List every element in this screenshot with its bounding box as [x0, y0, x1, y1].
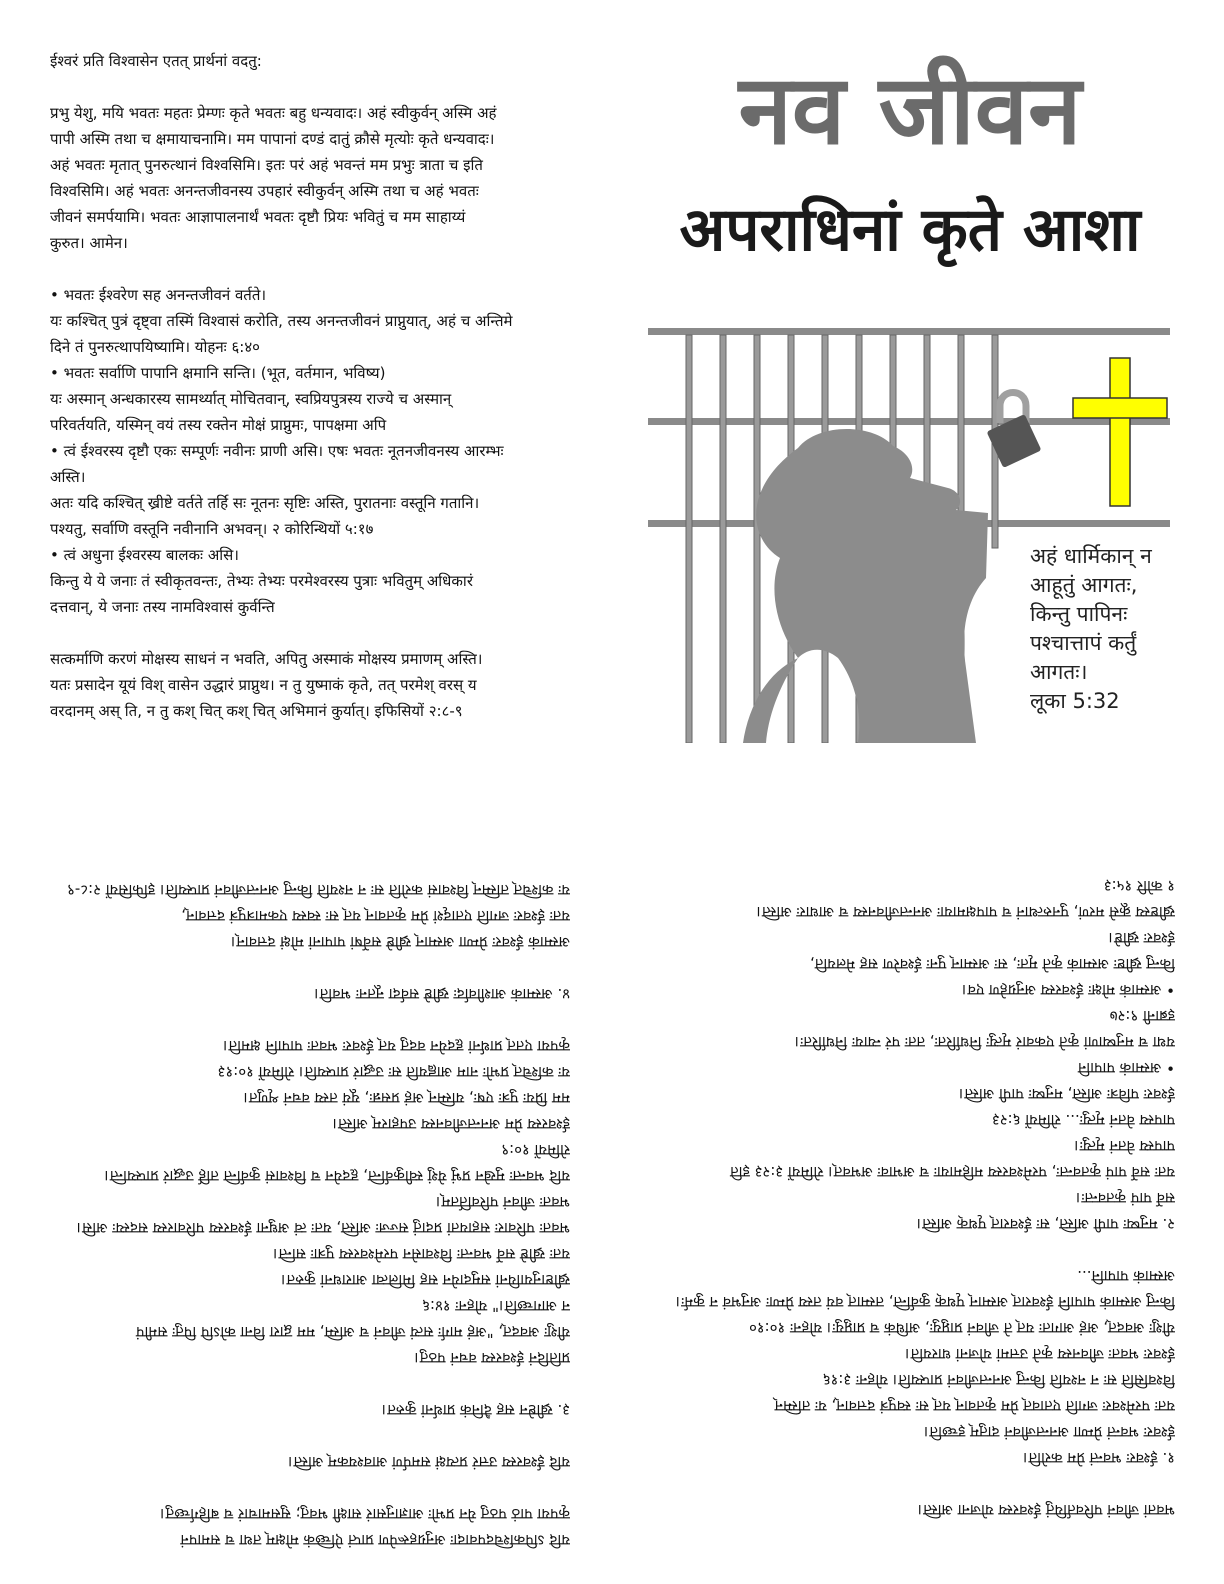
verse-line: पश्चात्तापं कर्तुं — [1030, 631, 1137, 655]
prayer-line: अहं भवतः मृतात् पुनरुत्थानं विश्वसिमि। इतः परं अहं भवन्तं मम प्रभुः त्राता च इति — [50, 156, 483, 174]
verse-line: आगतः। — [1030, 660, 1088, 684]
panel-line: इब्रानी ९:२७ — [1109, 1007, 1175, 1025]
cross-icon — [1073, 358, 1167, 506]
verse-line: किन्तु पापिनः — [1030, 602, 1128, 626]
prayer-column — [50, 48, 595, 724]
closing-line: यतः प्रसादेन यूयं विश् वासेन उद्धारं प्राप्नुथ। न तु युष्माकं कृते, तत् परमेश् वरस् य — [50, 676, 477, 694]
panel-line: ईश्वरः पवित्रः अस्ति, मनुष्यः पापी अस्ति। — [958, 1085, 1175, 1103]
panel-line: पापस्य वेतनं मृत्युः। — [1074, 1137, 1175, 1155]
panel-line: यः कश्चित् तस्मिन् विश्वासं करोति सः न नश्यति किन्तु अनन्तजीवनं प्राप्स्यति। इफिसियों २:८-९ — [67, 881, 570, 899]
panel-line: १ कोरि १५:३ — [1103, 877, 1175, 895]
closing-line: वरदानम् अस् ति, न तु कश् चित् कश् चित् अभिमानं कुर्यात्। इफिसियों २:८-९ — [50, 702, 463, 720]
panel-line: किन्तु ख्रीष्टः अस्माकं कृते मृतः, सः अस्मान् पुनः ईश्वरेण सह मेलयति, — [809, 955, 1175, 973]
prayer-point-line: यः अस्मान् अन्धकारस्य सामर्थ्यात् मोचितवान्, स्वप्रियपुत्रस्य राज्ये च अस्मान् — [50, 390, 452, 408]
prayer-points — [50, 282, 595, 620]
verse-line: अहं धार्मिकान् न — [1030, 544, 1152, 568]
prayer-closing — [50, 646, 595, 724]
panel-line: ईश्वरः भवतः जीवनस्य कृते उत्तमां योजनां धारयति। — [904, 1345, 1175, 1363]
panel-line: यीशुः अवदत्, अहं आगतः यत् ते जीवनं प्राप्नुयुः, अधिकं च प्राप्नुयुः। योहनः १०:१० — [749, 1319, 1175, 1337]
panel-line: २. मनुष्यः पापी अस्ति, सः ईश्वरात् पृथक् अस्ति। — [916, 1215, 1175, 1233]
jail-rail-top — [648, 328, 1170, 335]
panel-line: भवतः परिवारः सहायतां प्रदातुं सज्जः अस्ति, यतः त्वं अधुना ईश्वरस्य परिवारस्य सदस्यः असि। — [76, 1219, 570, 1237]
prayer-point-line: • त्वं ईश्वरस्य दृष्टौ एकः सम्पूर्णः नवीनः प्राणी असि। एषः भवतः नूतनजीवनस्य आरम्भः — [50, 442, 504, 460]
prayer-point-line: दिने तं पुनरुत्थापयिष्यामि। योहनः ६:४० — [50, 338, 260, 356]
panel-line: किन्तु अस्माकं पापानि ईश्वरात् अस्मान् पृथक् कुर्वन्ति, तस्मात् वयं तस्य प्रेम्णः अनुभवं न कुर्मः। — [675, 1293, 1175, 1311]
verse-reference: लूका 5:32 — [1030, 689, 1120, 713]
panel-line: कृपया पाठं पठतु येन प्रभोः आज्ञानुसारं साक्षी भवतु; सुसमाचारं च बहिर्गच्छतु। — [159, 1505, 570, 1523]
panel-line: यतः ईश्वरः जगति एतादृशं प्रेम कृतवान् यत् सः स्वस्य एकमात्रपुत्रं दत्तवान्, — [181, 907, 570, 925]
prayer-body — [50, 100, 595, 256]
panel-line: यथा च मनुष्याणां कृते एकवारं मृत्युः निर्धारितः, ततः परं न्यायः निर्धारितः। — [794, 1033, 1175, 1051]
prayer-point-line: पश्यतु, सर्वाणि वस्तूनि नवीनानि अभवन्। २ कोरिन्थियों ५:१७ — [50, 520, 374, 538]
prayer-point-line: • भवतः ईश्वरेण सह अनन्तजीवनं वर्तते। — [50, 286, 267, 304]
panel-line: ख्रीष्टस्य क्रूसे मरणं, पुनरुत्थानं च पापक्षमायाः अनन्तजीवनस्य च आधारः अस्ति। — [756, 903, 1175, 921]
panel-line: यतः परमेश्वरः जगति एतावत् प्रेम कृतवान् यत् सः स्वपुत्रं दत्तवान्, यः तस्मिन् — [774, 1397, 1175, 1415]
prayer-line: विश्वसिमि। अहं भवतः अनन्तजीवनस्य उपहारं स्वीकुर्वन् अस्मि तथा च अहं भवतः — [50, 182, 479, 200]
prayer-point-line: दत्तवान्, ये जनाः तस्य नामविश्वासं कुर्वन्ति — [50, 598, 275, 616]
panel-line: अस्माकं पापानि... — [1077, 1267, 1175, 1285]
panel-line: यदि भवन्तः मुखेन प्रभुं येशुं स्वीकुर्वन्ति, हृदयेन च विश्वासं कुर्वन्ति तर्हि उद्धारं प्राप्स्यन्ति। — [104, 1167, 570, 1185]
panel-line: प्रतिदिनं ईश्वरस्य वचनं पठतु। — [414, 1349, 570, 1367]
panel-line: • अस्माकं मोक्षः ईश्वरस्य अनुग्रहेण एव। — [961, 981, 1175, 999]
cover-verse — [1030, 542, 1180, 716]
prayer-line: कुरुत। आमेन। — [50, 234, 128, 252]
panel-line: यः कश्चित् प्रभोः नाम आह्वयति सः उद्धारं प्राप्स्यति। रोमियों १०:१३ — [217, 1063, 570, 1081]
prayer-point-line: अस्ति। — [50, 468, 86, 486]
panel-line: अस्माकं ईश्वरः प्रेम्णा अस्मान् ख्रीष्टे सर्वेषां पापानां मोक्षं दत्तवान्। — [230, 933, 570, 951]
prayer-line: जीवनं समर्पयामि। भवतः आज्ञापालनार्थं भवतः दृष्टौ प्रियः भवितुं च मम साहाय्यं — [50, 208, 466, 226]
panel-line: यदि ईश्वरस्य उत्तरं प्रत्यक्षं समर्पणं आवश्यकम् अस्ति। — [287, 1453, 570, 1471]
panel-line: ख्रीष्टानुयायिनां समुदायेन सह मिलित्वा आराधनां कुरुत। — [280, 1271, 570, 1289]
prayer-line: प्रभु येशु, मयि भवतः महतः प्रेम्णः कृते भवतः बहु धन्यवादः। अहं स्वीकुर्वन् अस्मि अहं — [50, 104, 497, 122]
panel-line: भवतः जीवनं परिवर्तितम्। — [435, 1193, 570, 1211]
panel-line: ईश्वरः भवन्तं प्रेम्णा अनन्तजीवनं दातुम् इच्छति। — [923, 1423, 1175, 1441]
panel-line: न आगच्छति।" योहनः १४:६ — [422, 1297, 570, 1315]
panel-line: ईश्वरः ख्रीष्टे। — [1108, 929, 1175, 947]
panel-line: विश्वसिति सः न नश्यति किन्तु अनन्तजीवनं प्राप्स्यति। योहनः ३:१६ — [822, 1371, 1175, 1389]
panel-line: यदि ऽपिकश्चिदपवादाः अनुग्रहरूपेण प्राप्तं ऐच्छिकं मोक्षम् तथा च समापनं — [180, 1531, 570, 1549]
prayer-point-line: अतः यदि कश्चित् ख्रीष्टे वर्तते तर्हि सः नूतनः सृष्टिः अस्ति, पुरातनाः वस्तूनि गतानि। — [50, 494, 480, 512]
panel-line: ३. ख्रीष्टेन सह दैनिकं प्रार्थनां कुरुत। — [381, 1401, 570, 1419]
panel-line: ईश्वरस्य प्रेम अनन्तजीवनस्य उपहारम् अस्ति। — [332, 1115, 570, 1133]
prayer-point-line: • त्वं अधुना ईश्वरस्य बालकः असि। — [50, 546, 239, 564]
verse-line: आहूतुं आगतः, — [1030, 573, 1138, 597]
panel-line: यतः सर्वे पापं कृतवन्तः, परमेश्वरस्य महिमायाः च अभावः अभवत्। रोमियों ३:२३ इति — [730, 1163, 1175, 1181]
cover-title: नव जीवन — [738, 54, 1082, 166]
prisoner-silhouette — [743, 429, 988, 743]
panel-line: यीशुः अवदत्, "अहं मार्गः सत्यं जीवनं च अस्मि, मम द्वारा विना कोऽपि पितुः समीपं — [135, 1323, 570, 1341]
prayer-point-line: किन्तु ये ये जनाः तं स्वीकृतवन्तः, तेभ्यः तेभ्यः परमेश्वरस्य पुत्राः भवितुम् अधिकारं — [50, 572, 473, 590]
left-panel-upside-down — [50, 818, 570, 1553]
panel-line: १. ईश्वरः भवन्तं प्रेम करोति। — [1022, 1449, 1175, 1467]
closing-line: सत्कर्माणि करणं मोक्षस्य साधनं न भवति, अपितु अस्माकं मोक्षस्य प्रमाणम् अस्ति। — [50, 650, 483, 668]
panel-line: पापस्य वेतनं मृत्युः... रोमियों ६:२३ — [991, 1111, 1175, 1129]
right-panel-upside-down — [655, 818, 1175, 1523]
panel-line: मम प्रियः पुत्रः एषः, यस्मिन् अहं प्रसन्नः, यूयं तस्य वचनं शृणुत। — [243, 1089, 570, 1107]
panel-line: रोमियों १०:९ — [501, 1141, 570, 1159]
prayer-intro: ईश्वरं प्रति विश्वासेन एतत् प्रार्थनां वदतु: — [50, 52, 262, 70]
prayer-point-line: यः कश्चित् पुत्रं दृष्ट्वा तस्मिं विश्वासं करोति, तस्य अनन्तजीवनं प्राप्नुयात्, अहं च अन्तिमे — [50, 312, 513, 330]
prayer-line: पापी अस्मि तथा च क्षमायाचनामि। मम पापानां दण्डं दातुं क्रौसे मृत्योः कृते धन्यवादः। — [50, 130, 495, 148]
panel-line: • अस्माकं पापानि — [1077, 1059, 1175, 1077]
panel-line: ४. अस्माकं आशीर्वादः ख्रीष्टे सर्वदा नूतनः भवति। — [314, 985, 570, 1003]
prayer-point-line: • भवतः सर्वाणि पापानि क्षमानि सन्ति। (भूत, वर्तमान, भविष्य) — [50, 364, 386, 382]
cover-subtitle: अपराधिनां कृते आशा — [679, 195, 1141, 265]
panel-line: यतः ख्रीष्टे सर्वे भवन्तः विश्वासेन परमेश्वरस्य पुत्राः सन्ति। — [272, 1245, 570, 1263]
prayer-point-line: परिवर्तयति, यस्मिन् वयं तस्य रक्तेन मोक्षं प्राप्नुमः, पापक्षमा अपि — [50, 416, 387, 434]
panel-line: भवतां जीवनं परिवर्तयितुं ईश्वरस्य योजना अस्ति। — [917, 1501, 1175, 1519]
panel-line: सर्वे पापं कृतवन्तः। — [1075, 1189, 1175, 1207]
panel-line: कृपया एतत् प्रार्थनां हृदयेन वदतु यत् ईश्वरः भवतः पापानि क्षमति। — [222, 1037, 570, 1055]
